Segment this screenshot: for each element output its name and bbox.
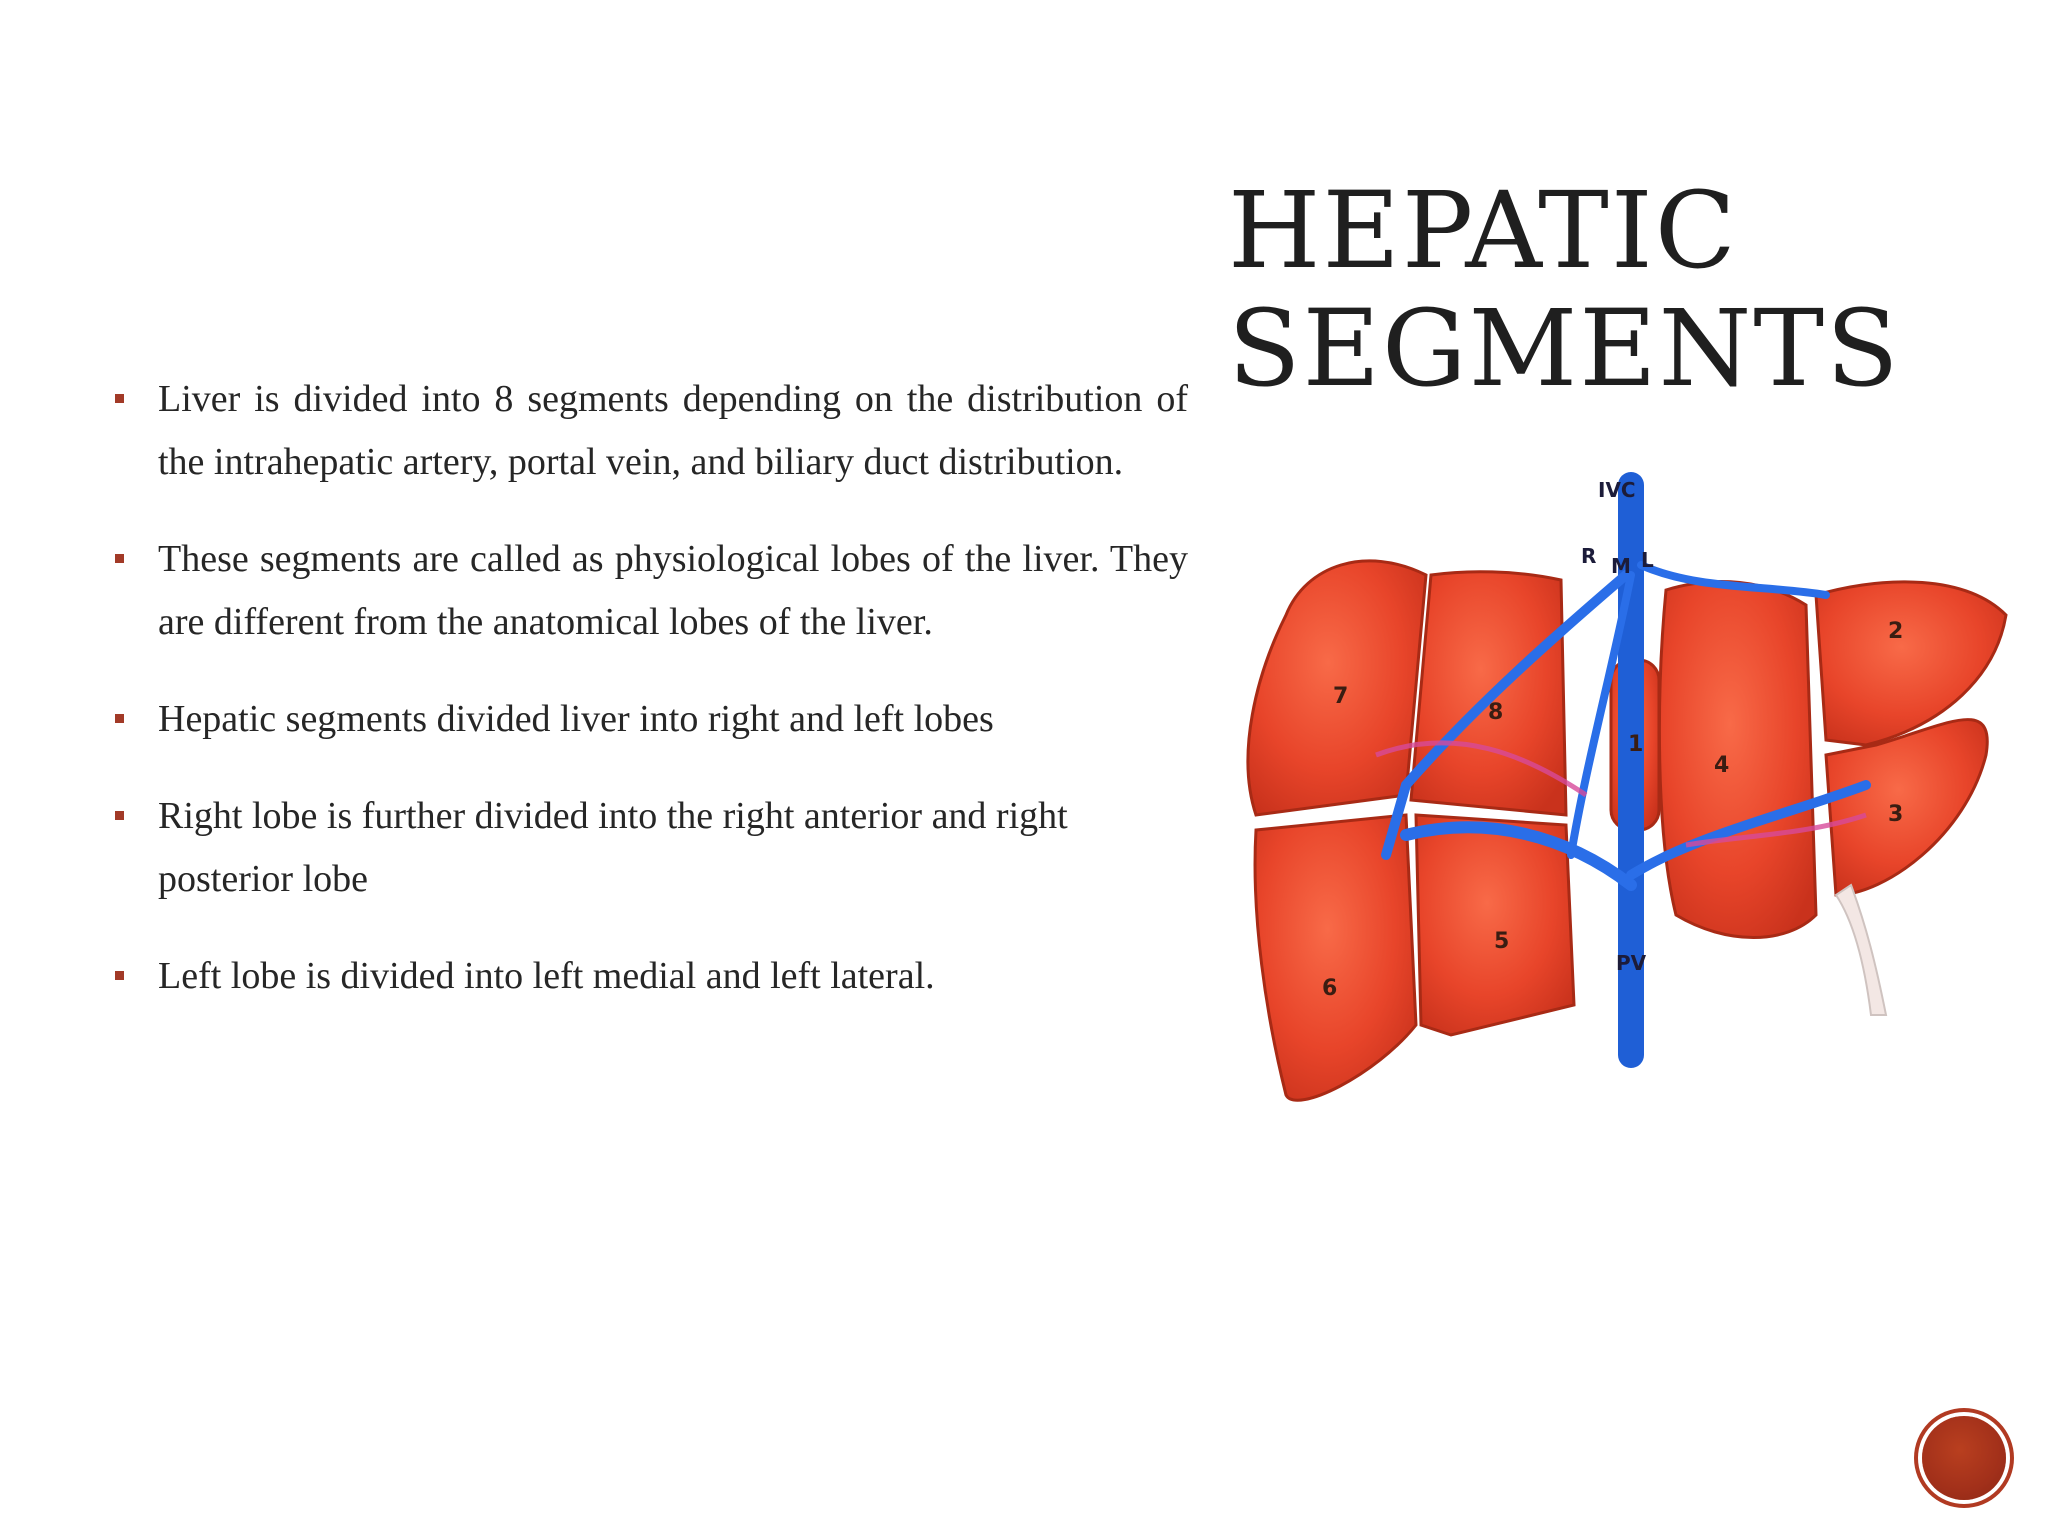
bullet-list [110,368,1188,1042]
bullet-text: Right lobe is further divided into the right anterior and right posterior lobe [158,795,1068,900]
segment-4-shape [1659,582,1816,938]
label-ivc: IVC [1598,478,1636,502]
label-right-vein: R [1581,544,1597,568]
bullet-item [110,368,1188,494]
bullet-marker-icon [115,714,124,723]
label-portal-vein: PV [1616,951,1647,975]
bullet-text: These segments are called as physiological lobes of the liver. They are different from the anatomical lobes of the liver. [158,538,1188,643]
slide-nav-button[interactable] [1922,1416,2006,1500]
segment-label-2: 2 [1888,619,1904,644]
segment-5-shape [1416,815,1574,1035]
segment-label-8: 8 [1488,700,1504,725]
bullet-item [110,528,1188,654]
title-line-2: SEGMENTS [1228,287,1901,410]
label-left-vein: L [1641,548,1654,572]
segment-6-shape [1255,815,1416,1100]
segment-label-7: 7 [1333,684,1349,709]
segment-label-5: 5 [1494,929,1510,954]
slide-title [1228,169,2008,410]
liver-segments-diagram [1226,455,2026,1125]
bullet-marker-icon [115,554,124,563]
bullet-item [110,785,1188,911]
ligament-shape [1836,885,1886,1015]
label-middle-vein: M [1611,554,1631,578]
segment-label-3: 3 [1888,802,1904,827]
segment-label-6: 6 [1322,976,1338,1001]
bullet-marker-icon [115,971,124,980]
segment-3-shape [1826,720,1987,895]
bullet-text: Left lobe is divided into left medial and left lateral. [158,955,935,997]
bullet-marker-icon [115,394,124,403]
title-line-1: HEPATIC [1228,169,1738,292]
bullet-item [110,945,1188,1008]
segment-label-4: 4 [1714,753,1730,778]
bullet-item [110,688,1188,751]
bullet-text: Hepatic segments divided liver into right and left lobes [158,698,994,740]
bullet-text: Liver is divided into 8 segments depending on the distribution of the intrahepatic artery, portal vein, and biliary duct distribution. [158,378,1188,483]
bullet-marker-icon [115,811,124,820]
segment-label-1: 1 [1628,732,1644,757]
